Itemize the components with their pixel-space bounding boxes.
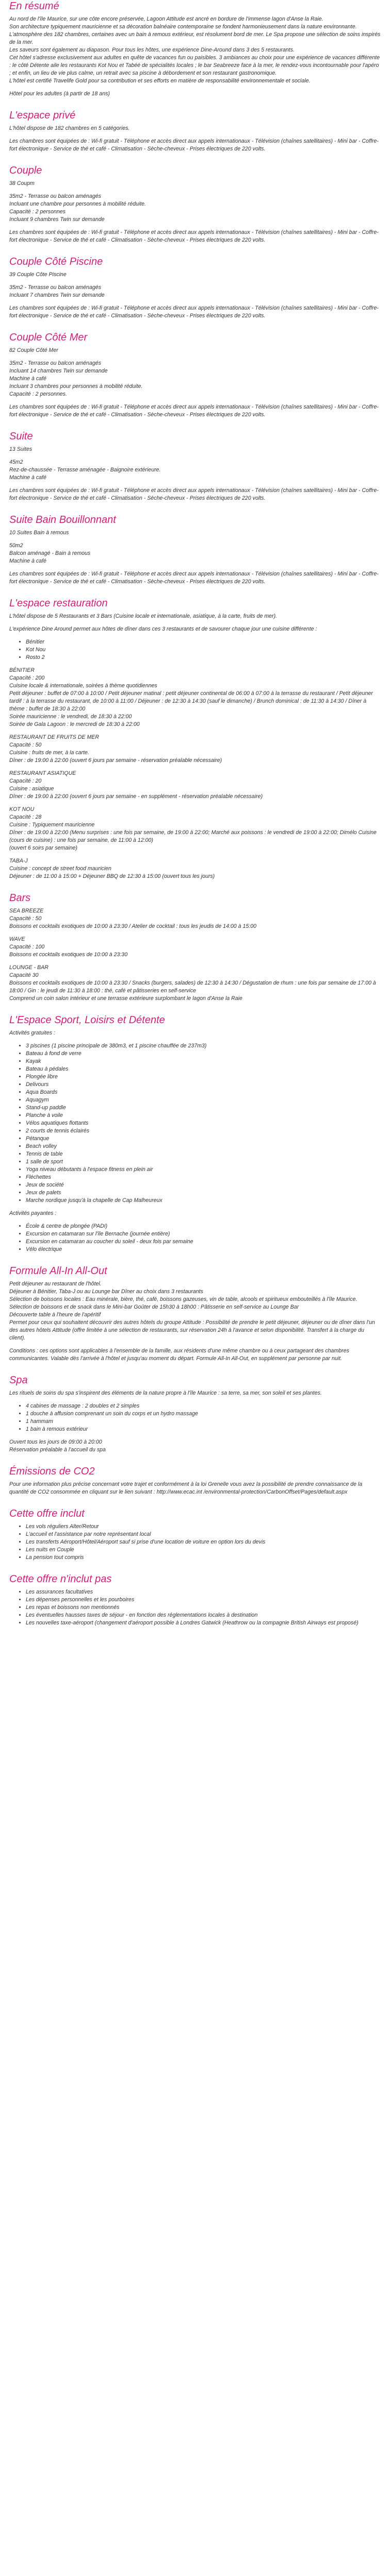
list-item: • 2 courts de tennis éclairés — [26, 1127, 382, 1135]
text-line: Ouvert tous les jours de 09:00 à 20:00 — [9, 1439, 102, 1445]
section-spa — [9, 1374, 382, 1454]
paragraph — [9, 806, 382, 852]
text-line: Incluant 9 chambres Twin sur demande — [9, 216, 105, 223]
list-item: • Aquagym — [26, 1096, 382, 1104]
text-line: Machine à café — [9, 558, 46, 564]
paragraph — [9, 229, 382, 244]
text-line: Les saveurs sont également au diapason. Pour tous les hôtes, une expérience Dine-Around dans 3 des 5 restaurants. — [9, 47, 295, 53]
section-l-espace-restauration — [9, 597, 382, 880]
list-item: • Bateau à pédales — [26, 1065, 382, 1073]
text-line: L'hôtel est certifié Travelife Gold pour sa contribution et ses efforts en matière de responsabilité environnementale et sociale. — [9, 78, 311, 84]
text-line: 45m2 — [9, 459, 23, 465]
list-item: • Beach volley — [26, 1143, 382, 1150]
paragraph — [9, 907, 382, 930]
paragraph — [9, 613, 382, 620]
text-line: (ouvert 6 soirs par semaine) — [9, 845, 77, 851]
paragraph — [9, 964, 382, 1003]
bullet-list — [9, 1588, 382, 1627]
text-line: Capacité 30 — [9, 972, 39, 978]
section-heading: Couple — [9, 165, 42, 176]
section-formule-all-in-all-out — [9, 1265, 382, 1363]
section-suite — [9, 430, 382, 502]
paragraph — [9, 446, 382, 453]
list-item: • Jeux de société — [26, 1181, 382, 1189]
section-heading: Bars — [9, 892, 31, 904]
text-line: Balcon aménagé - Bain à remous — [9, 550, 91, 556]
list-item: • Bénitier — [26, 638, 382, 646]
list-item: • Delivours — [26, 1081, 382, 1089]
text-line: Soirée de Gala Lagoon : le mercredi de 18:30 à 22:00 — [9, 721, 140, 727]
text-line: Dîner : de 19:00 à 22:00 (ouvert 6 jours par semaine - en supplément - réservation préalable nécessaire) — [9, 793, 263, 800]
list-item: • Aqua Boards — [26, 1089, 382, 1096]
text-line: L'expérience Dine Around permet aux hôtes de dîner dans ces 3 restaurants et de savourer chaque jour une cuisine différente : — [9, 626, 317, 632]
paragraph — [9, 570, 382, 586]
text-line: Petit déjeuner au restaurant de l'hôtel. — [9, 1281, 102, 1287]
bullet-list — [9, 1402, 382, 1433]
text-line: Capacité : 100 — [9, 944, 45, 950]
paragraph — [9, 304, 382, 320]
text-line: Boissons et cocktails exotiques de 10:00 à 23:30 / Snacks (burgers, salades) de 12:30 à 14:30 / Dégustation de rhum : une fois par semaine de 17:00 à 18:00 / Gin : le jeudi de 11:30 à 18:00 : thé, café et pâtisseries en self-service — [9, 980, 376, 994]
paragraph — [9, 1438, 382, 1454]
text-line: Rez-de-chaussée - Terrasse aménagée - Baignoire extérieure. — [9, 467, 161, 473]
text-line: Réservation préalable à l'accueil du spa — [9, 1447, 106, 1453]
text-line: Dîner : de 19:00 à 22:00 (ouvert 6 jours par semaine - réservation préalable nécessaire) — [9, 757, 222, 764]
list-item: • Rosto 2 — [26, 654, 382, 662]
text-line: Les chambres sont équipées de : Wi-fi gratuit - Téléphone et accès direct aux appels internationaux - Télévision (chaînes satellitaires) - Mini bar - Coffre-fort électronique - Service de thé et café - Climatisation - Sèche-cheveux - Prises électriques de 220 volts. — [9, 404, 379, 418]
text-line: Les rituels de soins du spa s'inspirent des éléments de la nature propre à l'île Maurice : sa terre, sa mer, son soleil et ses plantes. — [9, 1390, 322, 1396]
section-l-espace-prive — [9, 109, 382, 153]
list-item: • Les transferts Aéroport/Hôtel/Aéroport sauf si prise d'une location de voiture en option lors du devis — [26, 1538, 382, 1546]
section-heading: En résumé — [9, 1, 59, 12]
text-line: Cet hôtel s'adresse exclusivement aux adultes en quête de vacances fun ou paisibles. 3 ambiances au choix pour une expérience de vacances différente : le côté Détente aile les restaurants Kot Nou et Tabéé de spécialités locales ; le bar Seabreeze face à la mer, le rendez-vous incontournable pour l'apéro ; et enfin, un lieu de vie plus calme, un retrait avec sa piscine à débordement et son restaurant gastronomique. — [9, 55, 380, 76]
text-line: Machine à café — [9, 376, 46, 382]
list-item: • La pension tout compris — [26, 1554, 382, 1562]
text-line: Pour une information plus précise concernant votre trajet et conformément à la loi Grenelle vous avez la possibilité de prendre connaissance de la quantité de CO2 consommée en cliquant sur le lien suivant : http://www.ecac.int /environmental-protection/CarbonOffset/Pages/default.aspx — [9, 1481, 363, 1495]
paragraph — [9, 625, 382, 633]
text-line: Machine à café — [9, 474, 46, 481]
section-heading: Suite Bain Bouillonnant — [9, 514, 116, 526]
list-item: • Excursion en catamaran sur l'île Bernache (journée entière) — [26, 1230, 382, 1238]
paragraph — [9, 125, 382, 132]
paragraph — [9, 1210, 382, 1217]
list-item: • Pétanque — [26, 1135, 382, 1143]
text-line: RESTAURANT DE FRUITS DE MER — [9, 734, 100, 740]
text-line: SEA BREEZE — [9, 908, 44, 914]
text-line: Cuisine : concept de street food mauricien — [9, 866, 111, 872]
list-item: • École & centre de plongée (PADI) — [26, 1223, 382, 1230]
text-line: L'atmosphère des 182 chambres, certaines avec un bain à remous extérieur, est résolument bord de mer. Le Spa propose une sélection de soins inspirés de la mer. — [9, 31, 381, 45]
list-item: • 4 cabines de massage : 2 doubles et 2 simples — [26, 1402, 382, 1410]
paragraph — [9, 284, 382, 299]
text-line: LOUNGE - BAR — [9, 964, 48, 971]
section-heading: Suite — [9, 431, 33, 442]
list-item: • Kot Nou — [26, 646, 382, 654]
text-line: Découverte table à l'heure de l'apéritif — [9, 1312, 101, 1318]
text-line: Boissons et cocktails exotiques de 10:00 à 23:30 — [9, 952, 128, 958]
list-item: • Marche nordique jusqu'à la chapelle de Cap Malheureux — [26, 1197, 382, 1205]
section-heading: L'espace restauration — [9, 598, 108, 609]
text-line: Activités gratuites : — [9, 1030, 55, 1036]
paragraph — [9, 90, 382, 98]
paragraph — [9, 403, 382, 419]
section-heading: Couple Côté Mer — [9, 332, 88, 343]
list-item: • Kayak — [26, 1058, 382, 1065]
text-line: Incluant 3 chambres pour personnes à mobilité réduite. — [9, 383, 143, 389]
text-line: 39 Couple Côte Piscine — [9, 272, 67, 278]
section-heading: Formule All-In All-Out — [9, 1265, 107, 1277]
bullet-list — [9, 1223, 382, 1253]
paragraph — [9, 193, 382, 224]
text-line: Petit déjeuner : buffet de 07:00 à 10:00 / Petit déjeuner matinal : petit déjeuner continental de 06:00 à 07:00 à la terrasse du restaurant / Petit déjeuner tardif : à la terrasse du restaurant, de 10:00 à 11:00 / Déjeuner : de 12:30 à 14:30 (sauf le dimanche) / Brunch dominical : de 11:30 à 14:30 / Dîner à thème : buffet de 18:30 à 22:00 — [9, 690, 373, 712]
list-item: • Les nouvelles taxe-aéroport (changement d'aéroport possible à Londres Gatwick (Heathrow ou la compagnie British Airways est proposé) — [26, 1619, 382, 1627]
bullet-list — [9, 1042, 382, 1205]
text-line: WAVE — [9, 936, 25, 942]
list-item: • Bateau à fond de verre — [26, 1050, 382, 1058]
section-couple-cote-piscine — [9, 256, 382, 320]
text-line: Conditions : ces options sont applicables à l'ensemble de la famille, aux résidents d'une même chambre ou à ceux partageant des chambres communicantes. Valable dès l'arrivée à l'hôtel et jusqu'au moment du départ. Formule All-In All-Out, en supplément par personne par nuit. — [9, 1348, 349, 1362]
text-line: Sélection de boissons et de snack dans le Mini-bar Goûter de 15h30 à 18h00 : Pâtisserie en self-service au Lounge Bar — [9, 1304, 299, 1310]
text-line: 82 Couple Côté Mer — [9, 347, 58, 353]
text-line: Soirée mauricienne : le vendredi, de 18:30 à 22:00 — [9, 714, 132, 720]
text-line: Activités payantes : — [9, 1210, 57, 1216]
text-line: 35m2 - Terrasse ou balcon aménagés — [9, 360, 102, 366]
bullet-list — [9, 1523, 382, 1562]
paragraph — [9, 936, 382, 959]
text-line: Les chambres sont équipées de : Wi-fi gratuit - Téléphone et accès direct aux appels internationaux - Télévision (chaînes satellitaires) - Mini bar - Coffre-fort électronique - Service de thé et café - Climatisation - Sèche-cheveux - Prises électriques de 220 volts. — [9, 571, 379, 585]
list-item: • L'accueil et l'assistance par notre représentant local — [26, 1531, 382, 1538]
section-emissions-de-co2 — [9, 1465, 382, 1496]
text-line: Capacité : 2 personnes — [9, 209, 66, 215]
paragraph — [9, 770, 382, 801]
text-line: Cuisine : fruits de mer, à la carte. — [9, 750, 89, 756]
list-item: • Vélos aquatiques flottants — [26, 1120, 382, 1127]
text-line: Capacité : 28 — [9, 814, 42, 820]
text-line: Sélection de boissons locales : Eau minérale, bière, thé, café, boissons gazeuses, vin de table, alcools et spiritueux embouteillés à l'île Maurice. — [9, 1296, 357, 1302]
text-line: 50m2 — [9, 543, 23, 549]
list-item: • Vélo électrique — [26, 1246, 382, 1253]
section-heading: Cette offre inclut — [9, 1508, 85, 1519]
text-line: Cuisine : asiatique — [9, 786, 54, 792]
text-line: Capacité : 20 — [9, 778, 42, 784]
list-item: • 3 piscines (1 piscine principale de 380m3, et 1 piscine chauffée de 237m3) — [26, 1042, 382, 1050]
paragraph — [9, 15, 382, 85]
list-item: • 1 salle de sport — [26, 1158, 382, 1166]
text-line: Boissons et cocktails exotiques de 10:00 à 23:30 / Atelier de cocktail : tous les jeudis de 14:00 à 15:00 — [9, 923, 256, 929]
paragraph — [9, 271, 382, 279]
paragraph — [9, 1280, 382, 1342]
section-heading: L'Espace Sport, Loisirs et Détente — [9, 1014, 165, 1026]
section-heading: L'espace privé — [9, 110, 76, 121]
text-line: Incluant une chambre pour personnes à mobilité réduite. — [9, 201, 146, 207]
paragraph — [9, 459, 382, 482]
list-item: • Les éventuelles hausses taxes de séjour - en fonction des réglementations locales à destination — [26, 1612, 382, 1619]
text-line: Comprend un coin salon intérieur et une terrasse extérieure surplombant le lagon d'Anse la Raie — [9, 995, 242, 1002]
list-item: • Yoga niveau débutants à l'espace fitness en plein air — [26, 1166, 382, 1174]
text-line: 35m2 - Terrasse ou balcon aménagés — [9, 193, 102, 199]
section-cette-offre-n-inclut-pas — [9, 1573, 382, 1627]
paragraph — [9, 542, 382, 565]
list-item: • Stand-up paddle — [26, 1104, 382, 1112]
section-heading: Spa — [9, 1375, 28, 1386]
text-line: 38 Coupm — [9, 180, 35, 187]
section-bars — [9, 892, 382, 1003]
text-line: 35m2 - Terrasse ou balcon aménagés — [9, 284, 102, 291]
list-item: • Les nuits en Couple — [26, 1546, 382, 1554]
text-line: 13 Suites — [9, 446, 32, 452]
list-item: • Planche à voile — [26, 1112, 382, 1120]
bullet-list — [9, 638, 382, 662]
paragraph — [9, 667, 382, 728]
text-line: KOT NOU — [9, 806, 35, 812]
paragraph — [9, 180, 382, 188]
list-item: • Tennis de table — [26, 1150, 382, 1158]
list-item: • 1 bain à remous extérieur — [26, 1426, 382, 1433]
paragraph — [9, 347, 382, 354]
text-line: Au nord de l'île Maurice, sur une côte encore préservée, Lagoon Attitude est ancré en bordure de l'immense lagon d'Anse la Raie. — [9, 16, 323, 22]
paragraph — [9, 1389, 382, 1397]
section-heading: Émissions de CO2 — [9, 1466, 95, 1477]
paragraph — [9, 857, 382, 880]
list-item: • Jeux de palets — [26, 1189, 382, 1197]
paragraph — [9, 1347, 382, 1363]
text-line: Incluant 14 chambres Twin sur demande — [9, 368, 108, 374]
list-item: • Fléchettes — [26, 1174, 382, 1181]
text-line: Capacité : 200 — [9, 675, 45, 681]
text-line: Cuisine : Typiquement mauricienne — [9, 822, 95, 828]
section-suite-bain-bouillonnant — [9, 514, 382, 586]
text-line: L'hôtel dispose de 182 chambres en 5 catégories. — [9, 125, 130, 131]
paragraph — [9, 529, 382, 537]
paragraph — [9, 360, 382, 398]
text-line: L'hôtel dispose de 5 Restaurants et 3 Bars (Cuisine locale et internationale, asiatique, à la carte, fruits de mer). — [9, 613, 278, 619]
text-line: Les chambres sont équipées de : Wi-fi gratuit - Téléphone et accès direct aux appels internationaux - Télévision (chaînes satellitaires) - Mini bar - Coffre-fort électronique - Service de thé et café - Climatisation - Sèche-cheveux - Prises électriques de 220 volts. — [9, 305, 379, 319]
section-heading: Cette offre n'inclut pas — [9, 1573, 112, 1585]
paragraph — [9, 1481, 382, 1496]
text-line: Cuisine locale & internationale, soirées à thème quotidiennes — [9, 683, 157, 689]
list-item: • Plongée libre — [26, 1073, 382, 1081]
list-item: • Les assurances facultatives — [26, 1588, 382, 1596]
text-line: Les chambres sont équipées de : Wi-fi gratuit - Téléphone et accès direct aux appels internationaux - Télévision (chaînes satellitaires) - Mini bar - Coffre-fort électronique - Service de thé et café - Climatisation - Sèche-cheveux - Prises électriques de 220 volts. — [9, 229, 379, 243]
paragraph — [9, 487, 382, 502]
paragraph — [9, 138, 382, 153]
text-line: Hôtel pour les adultes (à partir de 18 ans) — [9, 91, 110, 97]
text-line: Permet pour ceux qui souhaitent découvrir des autres hôtels du groupe Attitude : Possibilité de prendre le petit déjeuner, déjeuner ou de dîner dans l'un des autres hôtels Attitude (offre limitée à une sélection de restaurants, sur réservation 24h à l'avance et selon disponibilité. Transfert à la charge du client). — [9, 1319, 375, 1341]
text-line: Capacité : 2 personnes. — [9, 391, 67, 397]
text-line: Capacité : 50 — [9, 742, 42, 748]
list-item: • 1 hammam — [26, 1418, 382, 1426]
list-item: • Excursion en catamaran au coucher du soleil - deux fois par semaine — [26, 1238, 382, 1246]
text-line: Capacité : 50 — [9, 916, 42, 922]
list-item: • Les vols réguliers Alter/Retour — [26, 1523, 382, 1531]
paragraph — [9, 1029, 382, 1037]
section-en-resume — [9, 0, 382, 98]
text-line: Déjeuner à Bénitier, Taba-J ou au Lounge bar Dîner au choix dans 3 restaurants — [9, 1289, 203, 1295]
text-line: Les chambres sont équipées de : Wi-fi gratuit - Téléphone et accès direct aux appels internationaux - Télévision (chaînes satellitaires) - Mini bar - Coffre-fort électronique - Service de thé et café - Climatisation - Sèche-cheveux - Prises électriques de 220 volts. — [9, 487, 379, 501]
text-line: 10 Suites Bain à remous — [9, 530, 69, 536]
section-couple — [9, 164, 382, 244]
text-line: Incluant 7 chambres Twin sur demande — [9, 292, 105, 298]
section-heading: Couple Côté Piscine — [9, 256, 103, 267]
text-line: RESTAURANT ASIATIQUE — [9, 770, 76, 776]
text-line: Déjeuner : de 11:00 à 15:00 + Déjeuner BBQ de 12:30 à 15:00 (ouvert tous les jours) — [9, 873, 215, 879]
section-l-espace-sport-loisirs-et-detente — [9, 1014, 382, 1253]
text-line: Son architecture typiquement mauricienne et sa décoration balnéaire contemporaine se fondent harmonieusement dans la nature environnante. — [9, 24, 357, 30]
paragraph — [9, 734, 382, 765]
text-line: BÉNITIER — [9, 667, 35, 673]
list-item: • 1 douche à affusion comprenant un soin du corps et un hydro massage — [26, 1410, 382, 1418]
list-item: • Les repas et boissons non mentionnés — [26, 1604, 382, 1612]
list-item: • Les dépenses personnelles et les pourboires — [26, 1596, 382, 1604]
section-cette-offre-inclut — [9, 1507, 382, 1562]
text-line: Les chambres sont équipées de : Wi-fi gratuit - Téléphone et accès direct aux appels internationaux - Télévision (chaînes satellitaires) - Mini bar - Coffre-fort électronique - Service de thé et café - Climatisation - Sèche-cheveux - Prises électriques de 220 volts. — [9, 138, 379, 152]
section-couple-cote-mer — [9, 331, 382, 419]
text-line: TABA-J — [9, 858, 28, 864]
text-line: Dîner : de 19:00 à 22:00 (Menu surprises : une fois par semaine, de 19:00 à 22:00; Marché aux poissons : le vendredi de 19:00 à 22:00; Dimélo Cuisine (cours de cuisine) : une fois par semaine, de 11:00 à 12:00) — [9, 829, 377, 843]
